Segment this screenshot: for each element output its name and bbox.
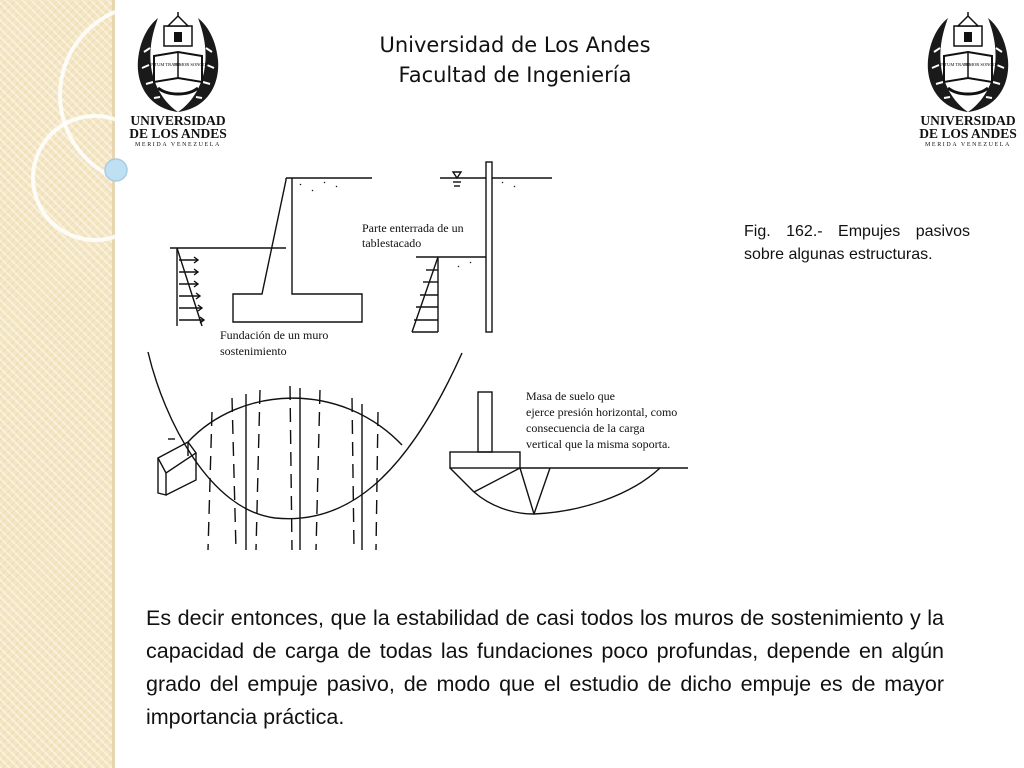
logo-subtitle: MERIDA VENEZUELA bbox=[135, 142, 221, 148]
svg-text:INTUM TRAHE: INTUM TRAHE bbox=[939, 62, 971, 67]
university-seal-icon bbox=[134, 12, 222, 118]
body-paragraph: Es decir entonces, que la estabilidad de casi todos los muros de sostenimiento y la capacidad de carga de todas las fundaciones poco profundas, depende en algún grado del empuje pasivo, de modo que el estudio de dicho empuje es de mayor importancia práctica. bbox=[146, 606, 944, 729]
label-sheet-pile-2: tablestacado bbox=[362, 236, 422, 250]
slide-header bbox=[300, 30, 730, 90]
svg-text:TEMOR SONOOS: TEMOR SONOOS bbox=[173, 62, 209, 67]
label-wall-foundation-2: sostenimiento bbox=[220, 344, 287, 358]
svg-text:INTUM TRAHE: INTUM TRAHE bbox=[149, 62, 181, 67]
logo-subtitle: MERIDA VENEZUELA bbox=[925, 142, 1011, 148]
label-soil-mass-4: vertical que la misma soporta. bbox=[526, 437, 671, 451]
label-sheet-pile: Parte enterrada de un bbox=[362, 221, 464, 235]
sheet-pile-diagram bbox=[412, 162, 552, 332]
svg-text:TEMOR SONOOS: TEMOR SONOOS bbox=[963, 62, 999, 67]
label-soil-mass-3: consecuencia de la carga bbox=[526, 421, 645, 435]
slip-surface-diagram bbox=[148, 352, 462, 550]
logo-university-name: UNIVERSIDAD DE LOS ANDES bbox=[129, 113, 227, 141]
logo-university-name: UNIVERSIDAD DE LOS ANDES bbox=[919, 113, 1017, 141]
university-logo-left bbox=[128, 10, 228, 152]
decorative-rings bbox=[0, 0, 140, 260]
label-wall-foundation: Fundación de un muro bbox=[220, 328, 329, 342]
passive-pressure-figure bbox=[140, 150, 720, 550]
deco-dot bbox=[105, 159, 127, 181]
university-title: Universidad de Los Andes bbox=[379, 33, 651, 57]
faculty-title: Facultad de Ingeniería bbox=[398, 63, 632, 87]
figure-caption: Fig. 162.- Empujes pasivos sobre algunas estructuras. bbox=[744, 223, 970, 263]
label-soil-mass-1: Masa de suelo que bbox=[526, 389, 615, 403]
university-logo-right bbox=[918, 10, 1018, 152]
university-seal-icon bbox=[924, 12, 1012, 118]
label-soil-mass-2: ejerce presión horizontal, como bbox=[526, 405, 678, 419]
retaining-wall-diagram bbox=[170, 178, 372, 326]
